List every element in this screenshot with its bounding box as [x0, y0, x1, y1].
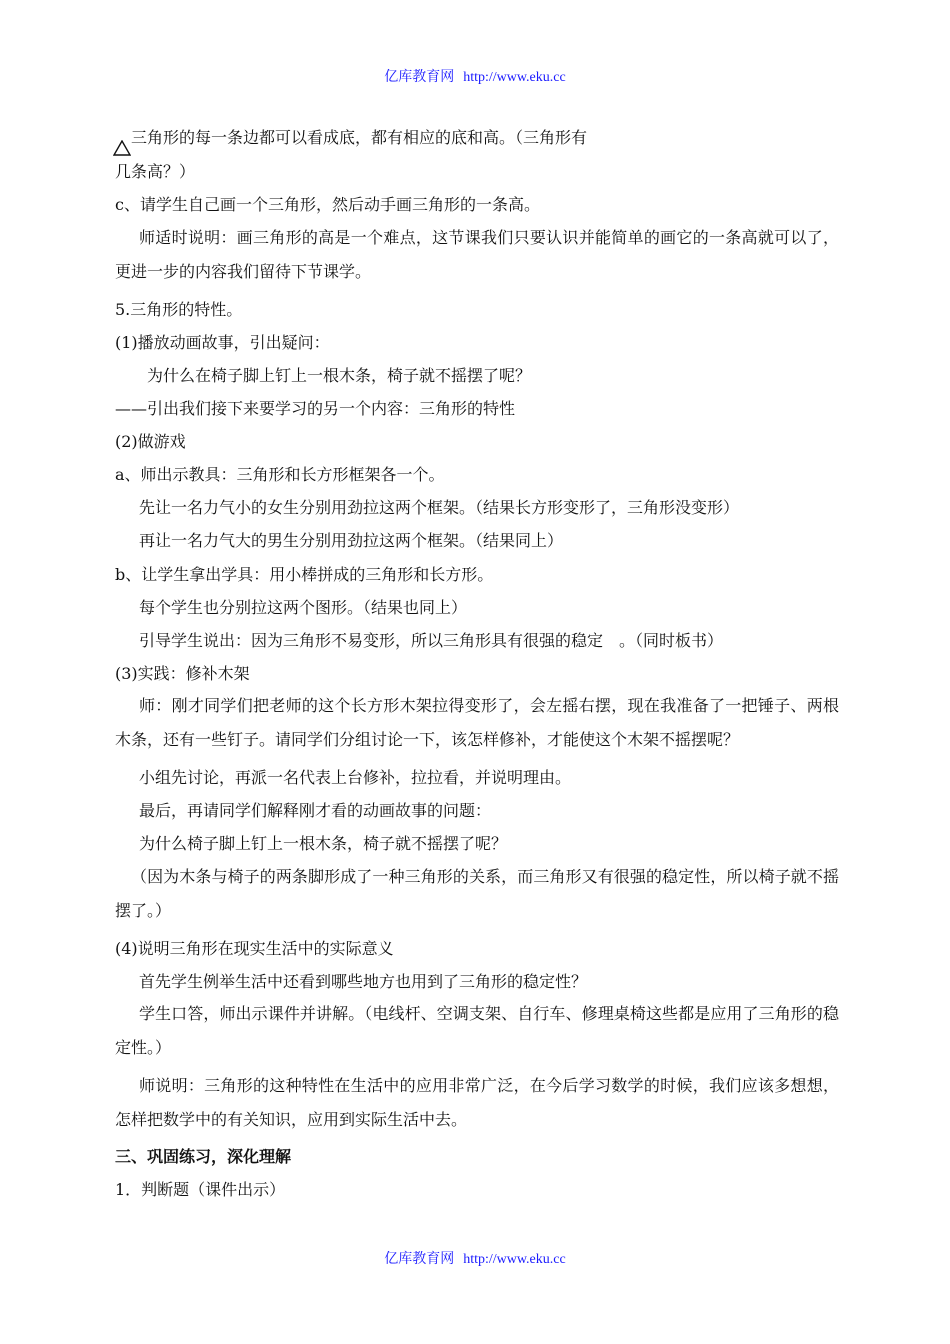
paragraph — [115, 1069, 839, 1137]
text-line: (2)做游戏 — [115, 432, 186, 451]
text-line: 1．判断题（课件出示） — [115, 1180, 286, 1199]
text-line: a、师出示教具：三角形和长方形框架各一个。 — [115, 465, 445, 484]
text-line: (4)说明三角形在现实生活中的实际意义 — [115, 939, 394, 958]
footer-url[interactable]: http://www.eku.cc — [463, 1252, 566, 1267]
page-header — [0, 66, 950, 86]
text-line: 最后，再请同学们解释刚才看的动画故事的问题： — [139, 801, 492, 820]
page-footer — [0, 1248, 950, 1268]
paragraph-text: 师适时说明：画三角形的高是一个难点，这节课我们只要认识并能简单的画它的一条高就可以了，更进一步的内容我们留待下节课学。 — [115, 228, 839, 281]
text-line: c、请学生自己画一个三角形，然后动手画三角形的一条高。 — [115, 195, 540, 214]
paragraph — [115, 221, 839, 289]
triangle-icon — [113, 140, 131, 156]
section-heading: 三、巩固练习，深化理解 — [115, 1147, 292, 1166]
text-line: 再让一名力气大的男生分别用劲拉这两个框架。（结果同上） — [139, 531, 564, 550]
footer-site: 亿库教育网 — [384, 1251, 455, 1267]
text-line: ——引出我们接下来要学习的另一个内容：三角形的特性 — [115, 399, 516, 418]
text-line: b、让学生拿出学具：用小棒拼成的三角形和长方形。 — [115, 565, 494, 584]
paragraph — [115, 997, 839, 1065]
paragraph — [115, 689, 839, 757]
paragraph-text: 师：刚才同学们把老师的这个长方形木架拉得变形了，会左摇右摆，现在我准备了一把锤子、两根木条，还有一些钉子。请同学们分组讨论一下，该怎样修补，才能使这个木架不摇摆呢？ — [115, 696, 839, 749]
text-line: 每个学生也分别拉这两个图形。（结果也同上） — [139, 598, 468, 617]
text-line: 为什么椅子脚上钉上一根木条，椅子就不摇摆了呢？ — [139, 834, 508, 853]
text-line: 为什么在椅子脚上钉上一根木条，椅子就不摇摆了呢？ — [147, 366, 532, 385]
text-line: 首先学生例举生活中还看到哪些地方也用到了三角形的稳定性？ — [139, 972, 588, 991]
header-url[interactable]: http://www.eku.cc — [463, 70, 566, 85]
text-line: 小组先讨论，再派一名代表上台修补，拉拉看，并说明理由。 — [139, 768, 572, 787]
header-site: 亿库教育网 — [384, 69, 455, 85]
paragraph-text: 师说明：三角形的这种特性在生活中的应用非常广泛，在今后学习数学的时候，我们应该多想想，怎样把数学中的有关知识，应用到实际生活中去。 — [115, 1076, 839, 1129]
paragraph — [115, 860, 839, 928]
paragraph-text: （因为木条与椅子的两条脚形成了一种三角形的关系，而三角形又有很强的稳定性，所以椅子就不摇摆了。） — [115, 867, 839, 920]
text-line: (1)播放动画故事，引出疑问： — [115, 333, 330, 352]
paragraph-text: 学生口答，师出示课件并讲解。（电线杆、空调支架、自行车、修理桌椅这些都是应用了三角形的稳定性。） — [115, 1004, 839, 1057]
text-line: 先让一名力气小的女生分别用劲拉这两个框架。（结果长方形变形了，三角形没变形） — [139, 498, 740, 517]
text-line: 引导学生说出：因为三角形不易变形，所以三角形具有很强的稳定 。（同时板书） — [139, 631, 724, 650]
text-line: 5.三角形的特性。 — [115, 300, 243, 319]
text-line: 三角形的每一条边都可以看成底，都有相应的底和高。（三角形有 — [131, 128, 588, 147]
text-line: (3)实践：修补木架 — [115, 664, 250, 683]
text-line: 几条高？） — [115, 162, 196, 181]
